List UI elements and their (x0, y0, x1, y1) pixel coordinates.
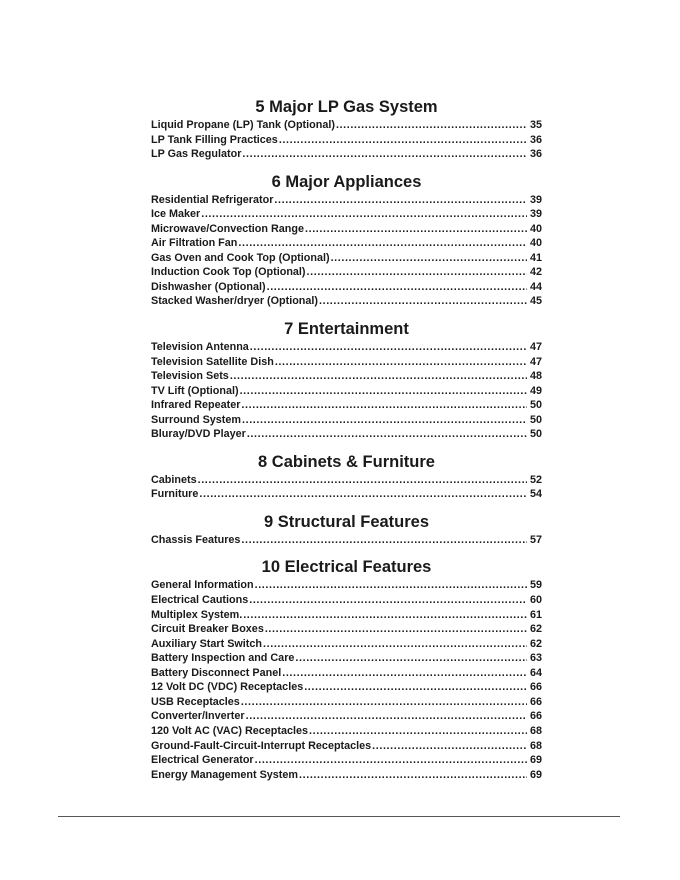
section-heading: 7 Entertainment (284, 320, 409, 339)
toc-entry-title: Furniture (151, 488, 199, 501)
section-heading: 10 Electrical Features (261, 558, 432, 577)
toc-entry-page: 66 (529, 710, 542, 723)
dot-leader (309, 724, 527, 739)
dot-leader (307, 265, 527, 280)
toc-entry[interactable] (151, 739, 542, 754)
toc-entry-title: Electrical Cautions (151, 594, 249, 607)
toc-entry[interactable] (151, 369, 542, 384)
dot-leader (199, 487, 527, 502)
toc-entry[interactable] (151, 637, 542, 652)
dot-leader (305, 222, 527, 237)
dot-leader (279, 133, 527, 148)
toc-entry-page: 36 (529, 148, 542, 161)
dot-leader (249, 593, 527, 608)
toc-entry-page: 68 (529, 724, 542, 737)
toc-entry[interactable] (151, 193, 542, 208)
toc-entry-title: Television Satellite Dish (151, 355, 274, 368)
toc-entry-title: USB Receptacles (151, 695, 240, 708)
toc-section (151, 171, 542, 309)
toc-entry[interactable] (151, 473, 542, 488)
toc-entry-title: LP Gas Regulator (151, 148, 242, 161)
dot-leader (247, 427, 527, 442)
toc-entry-page: 36 (529, 133, 542, 146)
toc-entry[interactable] (151, 427, 542, 442)
dot-leader (246, 709, 527, 724)
toc-entry-title: Multiplex System. (151, 608, 243, 621)
toc-entry-title: Dishwasher (Optional) (151, 280, 266, 293)
toc-entry-page: 41 (529, 251, 542, 264)
toc-entry-title: 12 Volt DC (VDC) Receptacles (151, 681, 304, 694)
toc-entry-title: LP Tank Filling Practices (151, 133, 278, 146)
toc-section (151, 318, 542, 442)
toc-entry-title: Battery Inspection and Care (151, 652, 295, 665)
dot-leader (336, 118, 527, 133)
toc-entry[interactable] (151, 147, 542, 162)
dot-leader (265, 622, 527, 637)
toc-entry-title: Ground-Fault-Circuit-Interrupt Receptacles (151, 739, 372, 752)
dot-leader (250, 340, 527, 355)
dot-leader (275, 355, 527, 370)
toc-entry-title: Cabinets (151, 473, 197, 486)
toc-entry-page: 66 (529, 695, 542, 708)
toc-entry[interactable] (151, 622, 542, 637)
toc-entry-page: 50 (529, 399, 542, 412)
toc-entry-page: 49 (529, 384, 542, 397)
toc-entry-title: 120 Volt AC (VAC) Receptacles (151, 724, 309, 737)
toc-entry[interactable] (151, 651, 542, 666)
dot-leader (241, 533, 527, 548)
toc-entry-page: 48 (529, 370, 542, 383)
toc-entry-title: Battery Disconnect Panel (151, 666, 282, 679)
toc-entry[interactable] (151, 384, 542, 399)
dot-leader (201, 207, 527, 222)
dot-leader (243, 608, 527, 623)
toc-entry-page: 42 (529, 266, 542, 279)
toc-entry-title: Gas Oven and Cook Top (Optional) (151, 251, 330, 264)
toc-entry-title: Chassis Features (151, 533, 241, 546)
toc-entry[interactable] (151, 593, 542, 608)
dot-leader (242, 147, 527, 162)
dot-leader (274, 193, 527, 208)
dot-leader (267, 280, 527, 295)
dot-leader (282, 666, 527, 681)
toc-entry-page: 50 (529, 428, 542, 441)
toc-entry-page: 47 (529, 355, 542, 368)
toc-entry[interactable] (151, 487, 542, 502)
toc-entry-page: 57 (529, 533, 542, 546)
toc-entry-title: Liquid Propane (LP) Tank (Optional) (151, 119, 335, 131)
toc-entry-title: Stacked Washer/dryer (Optional) (151, 295, 318, 308)
toc-entry[interactable] (151, 768, 542, 783)
toc-entry-title: Energy Management System (151, 768, 299, 781)
toc-entry-page: 35 (529, 119, 542, 131)
dot-leader (263, 637, 527, 652)
toc-entry[interactable] (151, 398, 542, 413)
dot-leader (319, 294, 527, 309)
toc-entry-title: Television Sets (151, 370, 229, 383)
toc-entry[interactable] (151, 578, 542, 593)
toc-entry-page: 62 (529, 637, 542, 650)
toc-entry[interactable] (151, 724, 542, 739)
toc-entry[interactable] (151, 280, 542, 295)
toc-section (151, 451, 542, 502)
toc-entry-page: 39 (529, 208, 542, 221)
toc-section (151, 556, 542, 782)
toc-entry-page: 47 (529, 341, 542, 354)
toc-entry[interactable] (151, 236, 542, 251)
dot-leader (255, 753, 527, 768)
section-heading: 9 Structural Features (263, 512, 430, 531)
toc-entry-page: 66 (529, 681, 542, 694)
toc-section (151, 511, 542, 548)
dot-leader (299, 768, 527, 783)
toc-entry-page: 40 (529, 237, 542, 250)
toc-entry-page: 40 (529, 222, 542, 235)
toc-entry-page: 45 (529, 295, 542, 308)
toc-entry-page: 50 (529, 413, 542, 426)
toc-entry-title: Microwave/Convection Range (151, 222, 304, 235)
toc-entry-title: Infrared Repeater (151, 399, 241, 412)
toc-entry-page: 63 (529, 652, 542, 665)
dot-leader (304, 680, 527, 695)
toc-entry-title: Induction Cook Top (Optional) (151, 266, 306, 279)
toc-section (151, 96, 542, 162)
dot-leader (241, 695, 527, 710)
section-heading: 8 Cabinets & Furniture (258, 452, 435, 471)
toc-entry-title: Circuit Breaker Boxes (151, 623, 264, 636)
dot-leader (241, 398, 527, 413)
dot-leader (255, 578, 527, 593)
toc-entry-page: 60 (529, 594, 542, 607)
toc-entry[interactable] (151, 294, 542, 309)
toc-entry[interactable] (151, 753, 542, 768)
toc-entry-page: 69 (529, 768, 542, 781)
footer-rule (58, 816, 620, 817)
dot-leader (238, 236, 527, 251)
toc-entry-page: 59 (529, 579, 542, 592)
toc-entry[interactable] (151, 133, 542, 148)
toc-entry[interactable] (151, 265, 542, 280)
toc-entry[interactable] (151, 666, 542, 681)
toc-entry-title: Electrical Generator (151, 754, 254, 767)
section-heading: 6 Major Appliances (271, 172, 422, 191)
toc-entry[interactable] (151, 207, 542, 222)
toc-entry-page: 44 (529, 280, 542, 293)
toc-entry[interactable] (151, 355, 542, 370)
toc-entry-title: Auxiliary Start Switch (151, 637, 263, 650)
toc-entry-title: Air Filtration Fan (151, 237, 238, 250)
toc-entry[interactable] (151, 695, 542, 710)
dot-leader (372, 739, 527, 754)
table-of-contents (151, 96, 542, 791)
toc-entry-page: 61 (529, 608, 542, 621)
toc-entry-page: 68 (529, 739, 542, 752)
toc-entry-page: 54 (529, 488, 542, 501)
toc-entry-title: Ice Maker (151, 208, 201, 221)
toc-entry-title: TV Lift (Optional) (151, 384, 239, 397)
toc-entry-title: General Information (151, 579, 254, 592)
dot-leader (240, 384, 527, 399)
toc-entry[interactable] (151, 680, 542, 695)
toc-entry[interactable] (151, 222, 542, 237)
toc-entry-page: 52 (529, 473, 542, 486)
toc-entry-page: 64 (529, 666, 542, 679)
toc-entry[interactable] (151, 251, 542, 266)
dot-leader (295, 651, 527, 666)
toc-entry-page: 62 (529, 623, 542, 636)
toc-entry-page: 69 (529, 754, 542, 767)
section-heading: 5 Major LP Gas System (255, 98, 438, 116)
toc-entry[interactable] (151, 533, 542, 548)
toc-entry-title: Residential Refrigerator (151, 193, 274, 206)
toc-entry[interactable] (151, 340, 542, 355)
toc-entry-page: 39 (529, 193, 542, 206)
toc-entry-title: Bluray/DVD Player (151, 428, 246, 441)
toc-entry[interactable] (151, 709, 542, 724)
toc-entry-title: Surround System (151, 413, 241, 426)
dot-leader (331, 251, 527, 266)
toc-entry-title: Television Antenna (151, 341, 249, 354)
dot-leader (230, 369, 527, 384)
dot-leader (242, 413, 527, 428)
toc-entry-title: Converter/Inverter (151, 710, 245, 723)
toc-entry[interactable] (151, 413, 542, 428)
dot-leader (198, 473, 527, 488)
toc-entry[interactable] (151, 118, 542, 133)
toc-entry[interactable] (151, 608, 542, 623)
